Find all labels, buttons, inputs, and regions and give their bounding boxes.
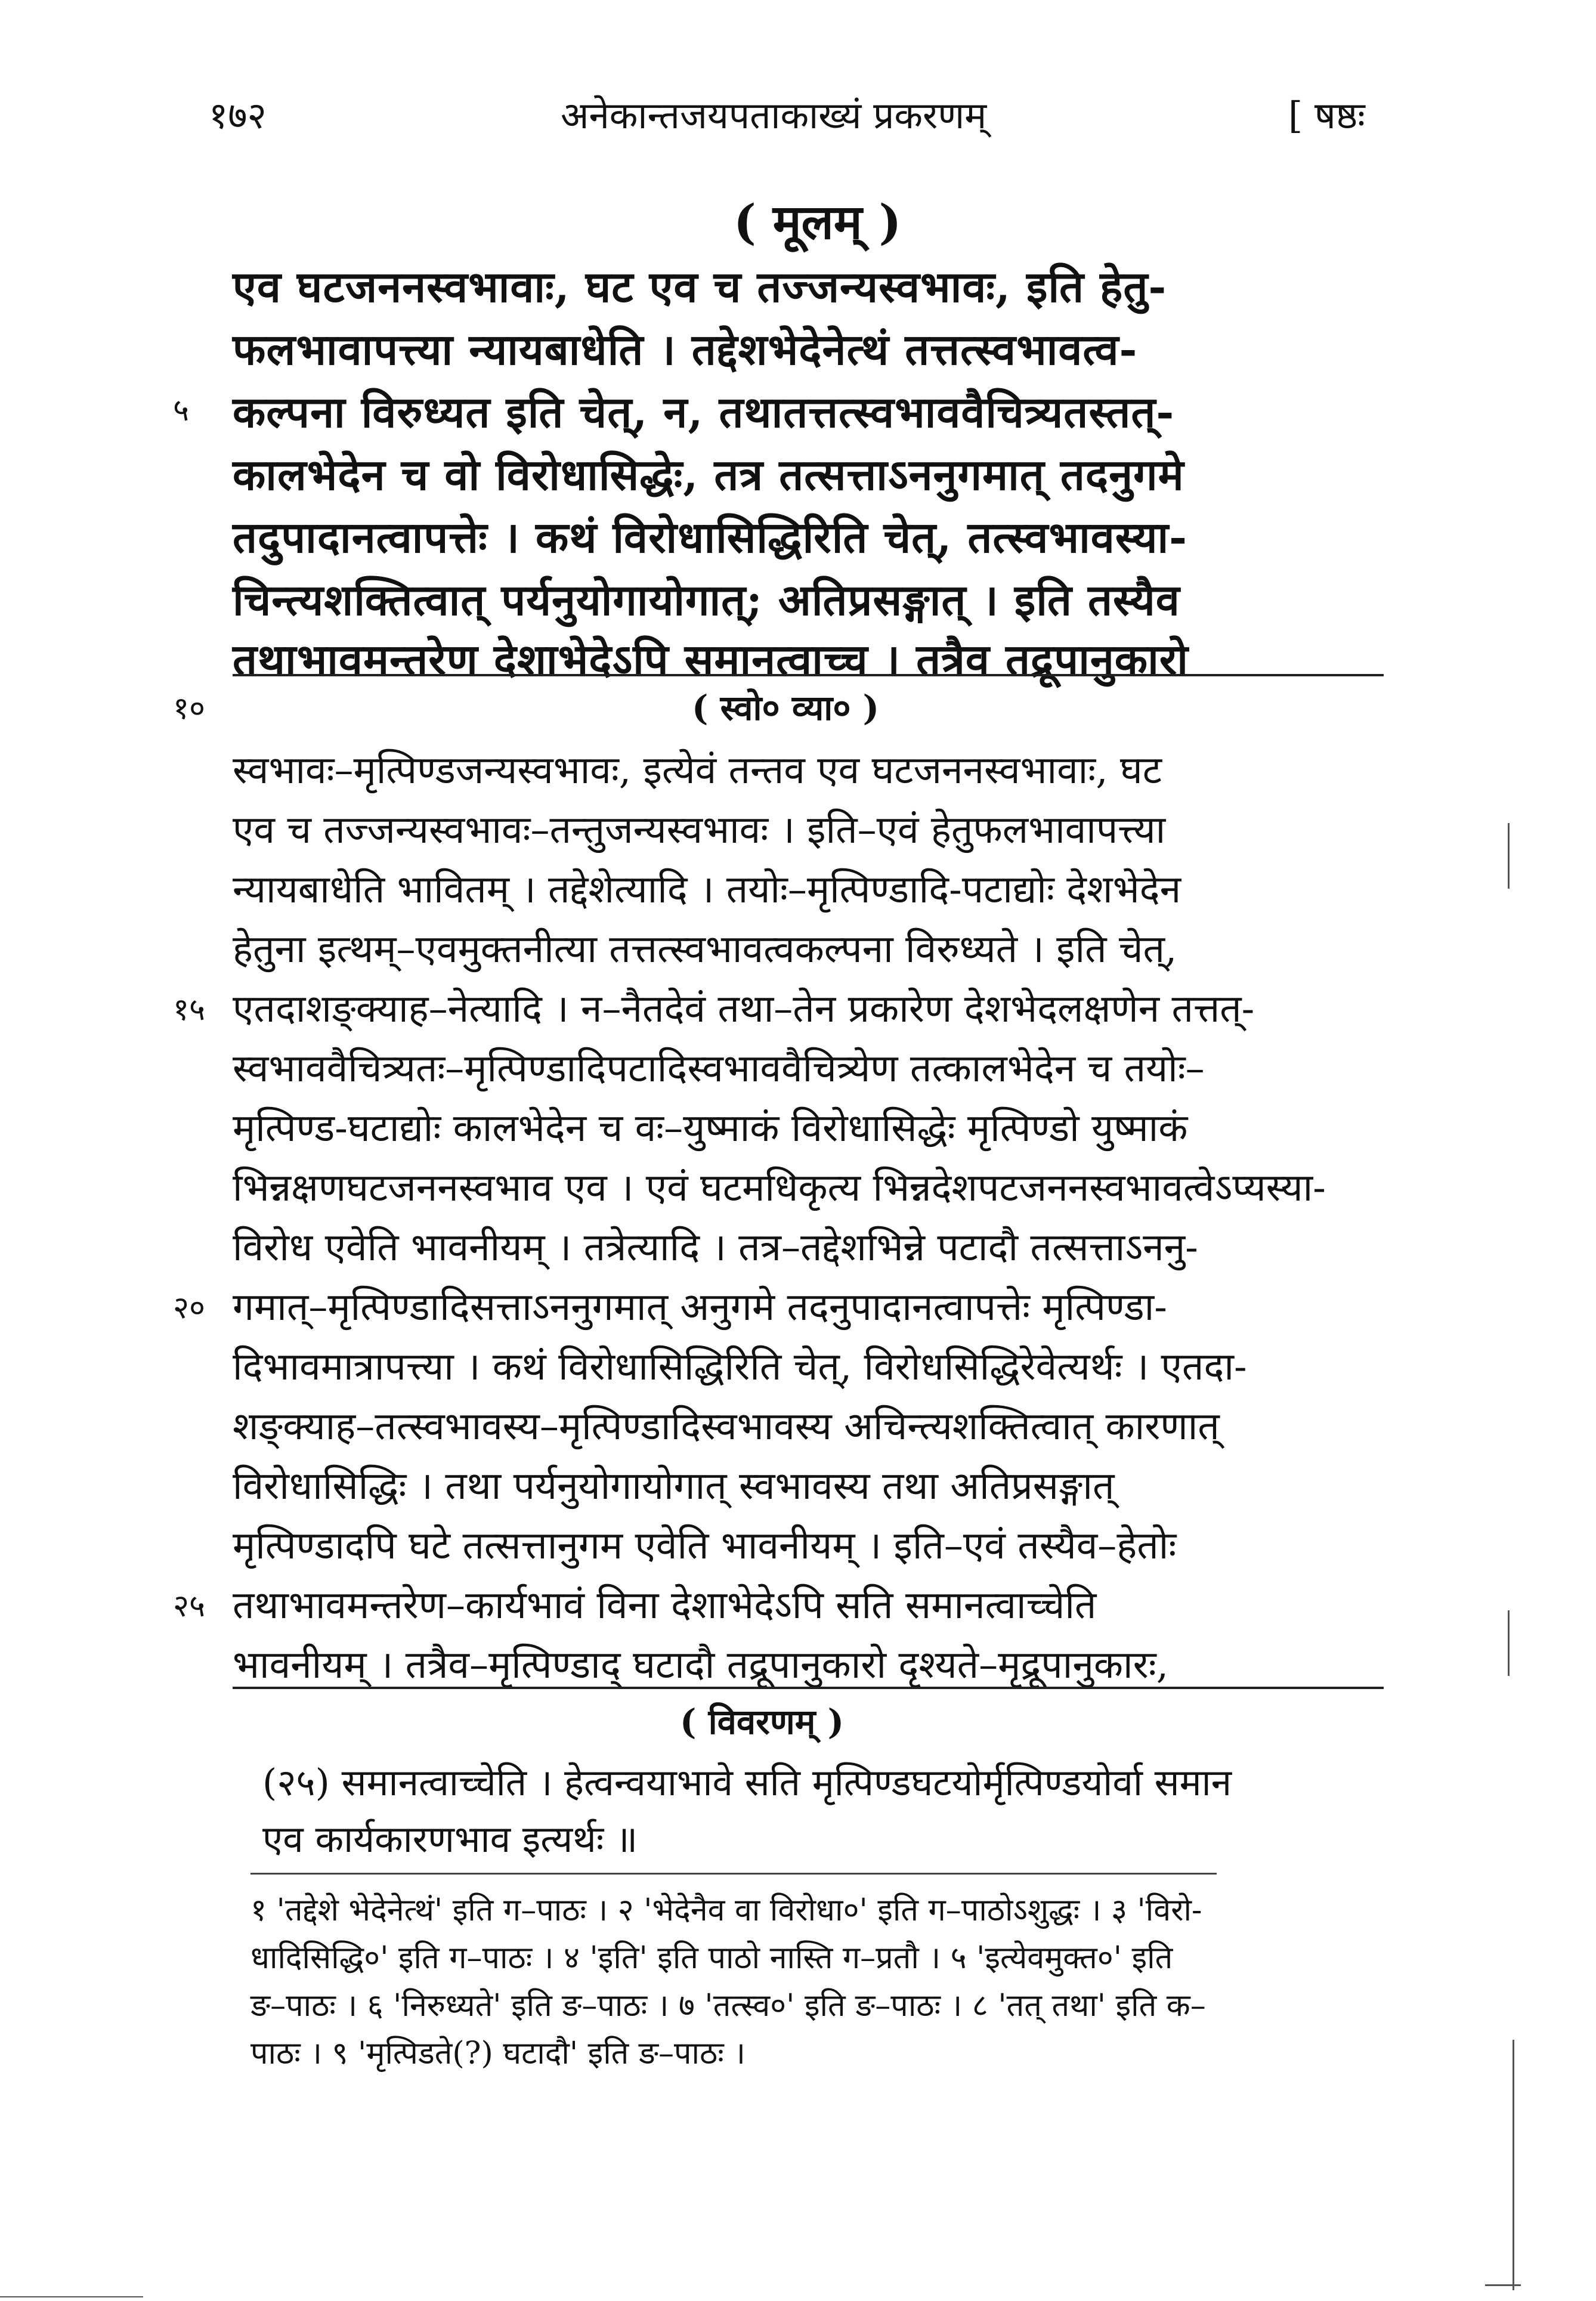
footnote-line: १ 'तद्देशे भेदेनेत्थं' इति ग–पाठः । २ 'भेदेनैव वा विरोधा०' इति ग–पाठोऽशुद्धः । ३ 'विरो- [250,1892,1202,1928]
vyakhya-line: एव च तज्जन्यस्वभावः–तन्तुजन्यस्वभावः । इति–एवं हेतुफलभावापत्त्या [233,808,1166,852]
scan-edge-mark [1508,823,1510,889]
mula-line: कल्पना विरुध्यत इति चेत्, न, तथातत्तत्स्वभाववैचित्र्यतस्तत्- [233,386,1175,437]
scan-edge-mark [0,2296,143,2297]
vyakhya-line: हेतुना इत्थम्–एवमुक्तनीत्या तत्तत्स्वभावत्वकल्पना विरुध्यते । इति चेत्, [233,927,1177,972]
line-number-10: १० [173,691,206,726]
scan-edge-mark [1513,2040,1514,2290]
running-title: अनेकान्तजयपताकाख्यं प्रकरणम् [561,94,987,137]
vyakhya-line: स्वभावः–मृत्पिण्डजन्यस्वभावः, इत्येवं तन्तव एव घटजननस्वभावाः, घट [233,749,1162,793]
vyakhya-line: गमात्–मृत्पिण्डादिसत्ताऽननुगमात् अनुगमे तदनुपादानत्वापत्तेः मृत्पिण्डा- [233,1285,1167,1329]
vivarana-line: एव कार्यकारणभाव इत्यर्थः ॥ [262,1817,638,1861]
vivarana-heading: ( विवरणम् ) [680,1702,845,1742]
line-number-15: १५ [173,992,206,1028]
page-number: १७२ [209,94,267,137]
scan-edge-mark [1485,2284,1521,2286]
vyakhya-line: दिभावमात्रापत्त्या । कथं विरोधासिद्धिरिति चेत्, विरोधसिद्धिरेवेत्यर्थः । एतदा- [233,1345,1247,1389]
footnote-divider [250,1873,1217,1875]
vyakhya-line: विरोध एवेति भावनीयम् । तत्रेत्यादि । तत्र–तद्देशभिन्ने पटादौ तत्सत्ताऽननु- [233,1226,1198,1270]
vyakhya-line: मृत्पिण्डादपि घटे तत्सत्तानुगम एवेति भावनीयम् । इति–एवं तस्यैव–हेतोः [233,1524,1177,1568]
footnote-line: धादिसिद्धि०' इति ग–पाठः । ४ 'इति' इति पाठो नास्ति ग–प्रतौ । ५ 'इत्येवमुक्त०' इति [250,1940,1173,1976]
vyakhya-line: न्यायबाधेति भावितम् । तद्देशेत्यादि । तयोः–मृत्पिण्डादि-पटाद्योः देशभेदेन [233,868,1181,912]
mula-heading: ( मूलम् ) [734,194,902,250]
mula-line: कालभेदेन च वो विरोधासिद्धेः, तत्र तत्सत्ताऽननुगमात् तदनुगमे [233,449,1184,500]
footnote-line: ङ–पाठः । ६ 'निरुध्यते' इति ङ–पाठः । ७ 'तत्स्व०' इति ङ–पाठः । ८ 'तत् तथा' इति क– [250,1988,1206,2024]
mula-line: चिन्त्यशक्तित्वात् पर्यनुयोगायोगात्; अतिप्रसङ्गात् । इति तस्यैव [233,574,1180,625]
line-number-20: २० [173,1290,206,1326]
footnote-line: पाठः । ९ 'मृत्पिडते(?) घटादौ' इति ङ–पाठः । [250,2036,746,2071]
vyakhya-line: भावनीयम् । तत्रैव–मृत्पिण्डाद् घटादौ तद्रूपानुकारो दृश्यते–मृद्रूपानुकारः, [233,1643,1169,1687]
vyakhya-line: भिन्नक्षणघटजननस्वभाव एव । एवं घटमधिकृत्य भिन्नदेशपटजननस्वभावत्वेऽप्यस्या- [233,1166,1326,1210]
mula-line: तथाभावमन्तरेण देशाभेदेऽपि समानत्वाच्च । तत्रैव तद्रूपानुकारो [233,634,1189,685]
section-divider [233,1687,1384,1689]
vyakhya-line: मृत्पिण्ड-घटाद्योः कालभेदेन च वः–युष्माकं विरोधासिद्धेः मृत्पिण्डो युष्माकं [233,1106,1188,1150]
vyakhya-line: विरोधासिद्धिः । तथा पर्यनुयोगायोगात् स्वभावस्य तथा अतिप्रसङ्गात् [233,1464,1115,1508]
section-divider [233,674,1384,676]
vyakhya-line: तथाभावमन्तरेण–कार्यभावं विना देशाभेदेऽपि सति समानत्वाच्चेति [233,1584,1097,1628]
scan-edge-mark [1508,1610,1510,1676]
mula-line: एव घटजननस्वभावाः, घट एव च तज्जन्यस्वभावः, इति हेतु- [233,261,1167,312]
vyakhya-line: शङ्क्याह–तत्स्वभावस्य–मृत्पिण्डादिस्वभावस्य अचिन्त्यशक्तित्वात् कारणात् [233,1405,1220,1449]
vyakhya-line: एतदाशङ्क्याह–नेत्यादि । न–नैतदेवं तथा–तेन प्रकारेण देशभेदलक्षणेन तत्तत्- [233,987,1255,1031]
mula-line: तदुपादानत्वापत्तेः । कथं विरोधासिद्धिरिति चेत्, तत्स्वभावस्या- [233,512,1188,562]
mula-line: फलभावापत्त्या न्यायबाधेति । तद्देशभेदेनेत्थं तत्तत्स्वभावत्व- [233,324,1138,375]
vyakhya-heading: ( स्वो० व्या० ) [692,688,880,728]
chapter-marker: [ षष्ठः [1288,94,1365,137]
line-number-25: २५ [173,1588,206,1624]
line-number-5: ५ [173,392,190,428]
vyakhya-line: स्वभाववैचित्र्यतः–मृत्पिण्डादिपटादिस्वभाववैचित्र्येण तत्कालभेदेन च तयोः– [233,1047,1205,1091]
vivarana-line: (२५) समानत्वाच्चेति । हेत्वन्वयाभावे सति मृत्पिण्डघटयोर्मृत्पिण्डयोर्वा समान [262,1761,1232,1804]
